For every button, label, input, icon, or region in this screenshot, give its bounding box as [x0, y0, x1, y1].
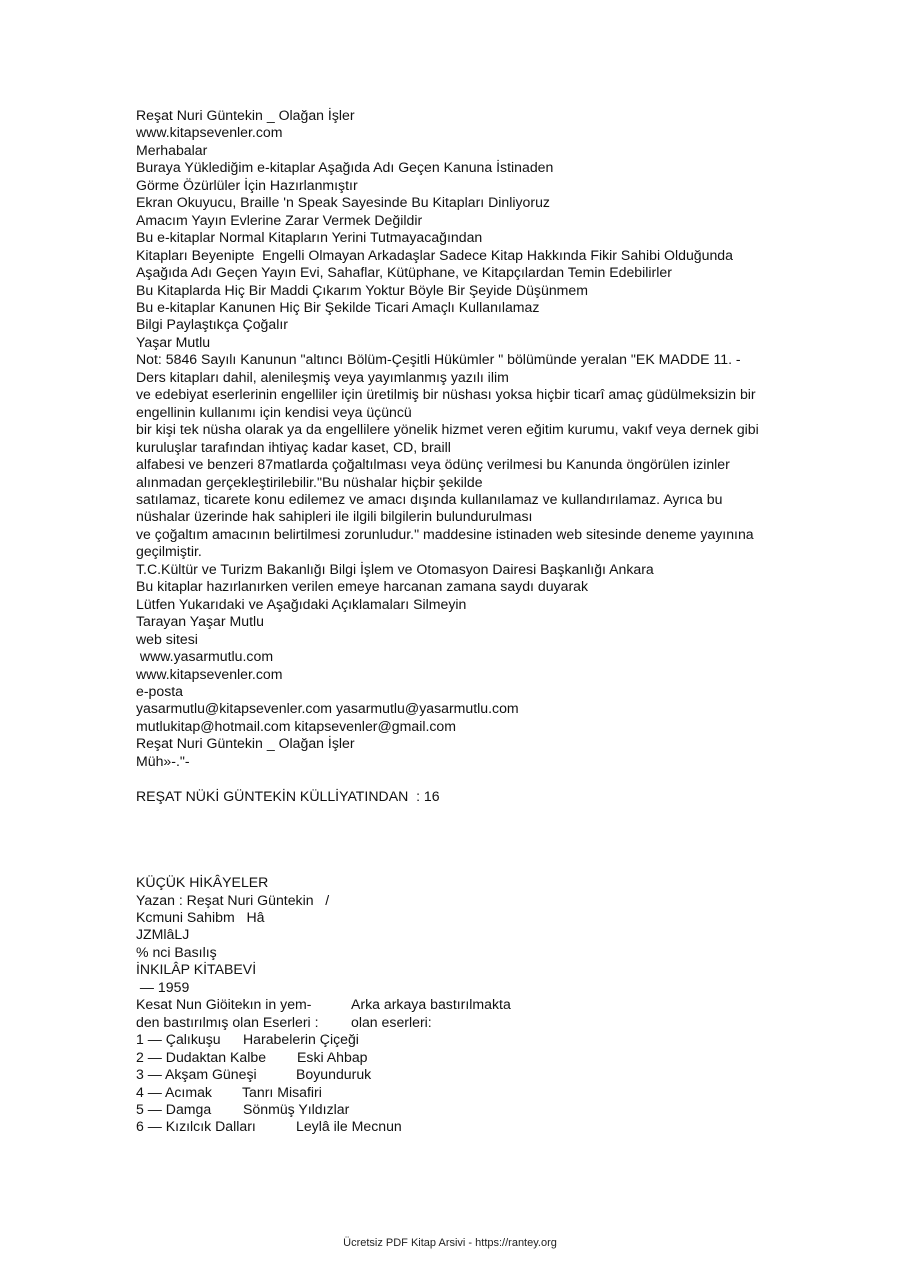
- upcoming-work: Sönmüş Yıldızlar: [243, 1101, 350, 1117]
- text-line: web sitesi: [136, 630, 198, 647]
- works-header-right: Arka arkaya bastırılmakta: [351, 996, 511, 1013]
- text-line: geçilmiştir.: [136, 543, 202, 560]
- upcoming-work: Tanrı Misafiri: [242, 1083, 322, 1100]
- text-line: e-posta: [136, 682, 184, 699]
- email-addresses[interactable]: mutlukitap@hotmail.com kitapsevenler@gmail.com: [136, 717, 456, 734]
- text-line: ve edebiyat eserlerinin engelliler için üretilmiş bir nüshası yoksa hiçbir ticarî amaç güdülmeksizin bir: [136, 386, 756, 403]
- website-link[interactable]: www.kitapsevenler.com: [136, 665, 283, 682]
- works-header-row: [136, 1014, 816, 1031]
- text-line: Bu e-kitaplar Kanunen Hiç Bir Şekilde Ticari Amaçlı Kullanılamaz: [136, 298, 540, 315]
- page-footer: Ücretsiz PDF Kitap Arsivi - https://rantey.org: [343, 1237, 557, 1249]
- works-list-item: [136, 1049, 816, 1066]
- header-notice: [136, 107, 816, 770]
- text-line: Buraya Yüklediğim e-kitaplar Aşağıda Adı Geçen Kanuna İstinaden: [136, 159, 554, 176]
- text-line: Bilgi Paylaştıkça Çoğalır: [136, 316, 288, 333]
- text-line: Kcmuni Sahibm Hâ: [136, 909, 265, 926]
- publisher-name: İNKILÂP KİTABEVİ: [136, 961, 257, 978]
- works-list-item: [136, 1118, 816, 1135]
- title-block: [136, 874, 816, 996]
- works-header-row: [136, 996, 816, 1013]
- email-addresses[interactable]: yasarmutlu@kitapsevenler.com yasarmutlu@yasarmutlu.com: [136, 700, 519, 717]
- website-link[interactable]: www.yasarmutlu.com: [136, 648, 274, 665]
- text-line: engellinin kullanımı için kendisi veya üçüncü: [136, 403, 412, 420]
- published-work: 2 — Dudaktan Kalbe: [136, 1048, 267, 1065]
- text-line: nüshalar üzerinde hak sahipleri ile ilgili bilgilerin bulundurulması: [136, 508, 533, 525]
- text-line: alınmadan gerçekleştirilebilir."Bu nüshalar hiçbir şekilde: [136, 473, 483, 490]
- published-work: 5 — Damga: [136, 1101, 212, 1117]
- text-line: alfabesi ve benzeri 87matlarda çoğaltılması veya ödünç verilmesi bu Kanunda öngörülen izinler: [136, 456, 730, 473]
- works-list-item: [136, 1031, 816, 1048]
- text-line: bir kişi tek nüsha olarak ya da engellilere yönelik hizmet veren eğitim kurumu, vakıf veya dernek gibi: [136, 421, 759, 438]
- works-list-item: [136, 1066, 816, 1083]
- text-line: Bu e-kitaplar Normal Kitapların Yerini Tutmayacağından: [136, 229, 483, 246]
- document-body: [136, 107, 816, 1136]
- text-line: Aşağıda Adı Geçen Yayın Evi, Sahaflar, Kütüphane, ve Kitapçılardan Temin Edebilirler: [136, 264, 672, 281]
- published-work: 3 — Akşam Güneşi: [136, 1066, 257, 1083]
- text-line: Müh»-."-: [136, 752, 190, 769]
- text-line: Ders kitapları dahil, alenileşmiş veya yayımlanmış yazılı ilim: [136, 368, 509, 385]
- text-line: Tarayan Yaşar Mutlu: [136, 613, 264, 630]
- published-work: 4 — Acımak: [136, 1083, 212, 1100]
- book-title: KÜÇÜK HİKÂYELER: [136, 874, 269, 891]
- text-line: Reşat Nuri Güntekin _ Olağan İşler: [136, 107, 355, 123]
- text-line: kuruluşlar tarafından ihtiyaç kadar kaset, CD, braill: [136, 438, 451, 455]
- text-line: Görme Özürlüler İçin Hazırlanmıştır: [136, 176, 358, 193]
- publication-year: — 1959: [136, 978, 190, 995]
- text-line: T.C.Kültür ve Turizm Bakanlığı Bilgi İşlem ve Otomasyon Dairesi Başkanlığı Ankara: [136, 560, 654, 577]
- spacer: [136, 805, 816, 874]
- text-line: JZMlâLJ: [136, 926, 190, 943]
- spacer: [136, 770, 816, 787]
- text-line: Amacım Yayın Evlerine Zarar Vermek Değildir: [136, 211, 423, 228]
- text-line: Ekran Okuyucu, Braille 'n Speak Sayesinde Bu Kitapları Dinliyoruz: [136, 194, 550, 211]
- text-line: Bu kitaplar hazırlanırken verilen emeye harcanan zamana saydı duyarak: [136, 578, 589, 595]
- text-line: Lütfen Yukarıdaki ve Aşağıdaki Açıklamaları Silmeyin: [136, 595, 467, 612]
- works-table: [136, 996, 816, 1136]
- published-work: 6 — Kızılcık Dalları: [136, 1118, 256, 1135]
- works-header-left: Kesat Nun Giöitekın in yem-: [136, 996, 312, 1013]
- author-line: Yazan : Reşat Nuri Güntekin /: [136, 891, 330, 908]
- works-list-item: [136, 1084, 816, 1101]
- upcoming-work: Eski Ahbap: [297, 1048, 368, 1065]
- text-line: www.kitapsevenler.com: [136, 124, 283, 141]
- text-line: Yaşar Mutlu: [136, 333, 211, 350]
- works-list-item: [136, 1101, 816, 1118]
- published-work: 1 — Çalıkuşu: [136, 1031, 221, 1048]
- upcoming-work: Boyunduruk: [296, 1066, 372, 1083]
- text-line: Reşat Nuri Güntekin _ Olağan İşler: [136, 735, 355, 752]
- works-header-left: den bastırılmış olan Eserleri :: [136, 1013, 319, 1030]
- upcoming-work: Leylâ ile Mecnun: [296, 1118, 402, 1135]
- text-line: Kitapları Beyenipte Engelli Olmayan Arkadaşlar Sadece Kitap Hakkında Fikir Sahibi Olduğunda: [136, 246, 733, 263]
- text-line: ve çoğaltım amacının belirtilmesi zorunludur." maddesine istinaden web sitesinde deneme yayınına: [136, 525, 754, 542]
- works-header-right: olan eserleri:: [351, 1013, 432, 1030]
- text-line: Merhabalar: [136, 141, 208, 158]
- text-line: satılamaz, ticarete konu edilemez ve amacı dışında kullanılamaz ve kullandırılamaz. Ayrıca bu: [136, 490, 723, 507]
- edition-line: % nci Basılış: [136, 943, 217, 960]
- text-line: Bu Kitaplarda Hiç Bir Maddi Çıkarım Yoktur Böyle Bir Şeyide Düşünmem: [136, 281, 588, 298]
- upcoming-work: Harabelerin Çiçeği: [243, 1031, 359, 1048]
- text-line: Not: 5846 Sayılı Kanunun "altıncı Bölüm-Çeşitli Hükümler " bölümünde yeralan "EK MADDE 11. -: [136, 351, 741, 368]
- collection-heading: REŞAT NÜKİ GÜNTEKİN KÜLLİYATINDAN : 16: [136, 787, 440, 804]
